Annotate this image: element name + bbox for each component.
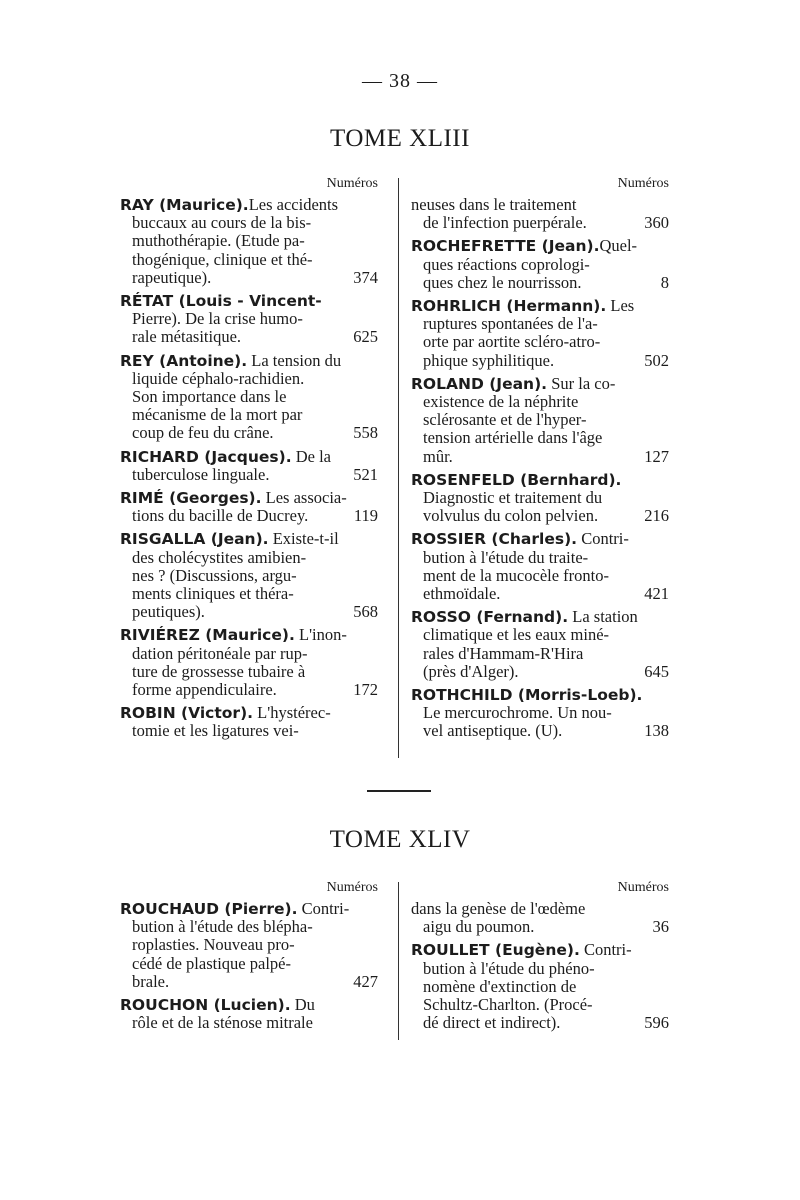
entry-line [120,269,378,287]
column-header-numeros: Numéros [326,880,378,895]
entry-number: 127 [644,446,669,466]
author-name: ROUCHAUD (Pierre). [120,900,298,918]
entry-line [120,232,378,250]
entry-text: Le mercurochrome. Un nou- [423,703,612,723]
entry-line [120,370,378,388]
entry-text: forme appendiculaire. [132,680,277,700]
entry-text: tions du bacille de Ducrey. [132,506,309,526]
entry-text: climatique et les eaux miné- [423,625,610,645]
entry-line [120,681,378,699]
index-entry [120,448,378,484]
entry-number: 645 [644,661,669,681]
entry-line [411,1014,669,1032]
entry-text: tomie et les ligatures vei- [132,721,299,741]
entry-line [411,549,669,567]
entry-line [120,292,378,310]
entry-text: phique syphilitique. [423,350,555,370]
entry-text: Quel- [599,236,638,256]
index-entry [411,608,669,681]
entry-text: L'hystérec- [253,703,331,723]
entry-text: Contri- [297,899,350,918]
entry-number: 596 [644,1013,669,1033]
entry-text: vel antiseptique. (U). [423,721,563,741]
entry-number: 374 [353,267,378,287]
entry-line [411,585,669,603]
entry-text: rôle et de la sténose mitrale [132,1013,313,1033]
entry-line [411,429,669,447]
entry-line [411,237,669,255]
entry-line [120,973,378,991]
entry-text: ques réactions coprologi- [423,254,590,274]
entry-line [411,686,669,704]
entry-text: liquide céphalo-rachidien. [132,368,305,388]
entry-line [411,626,669,644]
entry-line [120,530,378,548]
section-title-tome-xliii: TOME XLIII [330,125,470,152]
entry-text: ethmoïdale. [423,584,501,604]
index-entry [120,704,378,740]
index-entry [120,489,378,525]
index-entry [120,900,378,991]
entry-text: Existe-t-il [268,529,339,549]
entry-number: 216 [644,506,669,526]
entry-line [411,645,669,663]
index-entry [411,900,669,936]
entry-text: Contri- [579,940,632,960]
entry-text: sclérosante et de l'hyper- [423,410,587,430]
tome-xliii-left-column [120,176,378,746]
entry-line [411,274,669,292]
entry-line [120,567,378,585]
entry-line [411,567,669,585]
entry-line [411,214,669,232]
entry-line [411,297,669,315]
column-divider [398,882,399,1040]
entry-text: nomène d'extinction de [423,976,577,996]
entry-line [120,507,378,525]
entry-text: Sur la co- [547,373,616,393]
page-number: — 38 — [362,70,438,92]
entry-text: rale métasitique. [132,327,242,347]
author-name: ROCHEFRETTE (Jean). [411,237,600,256]
entry-text: Les accidents [248,195,339,214]
entry-line [120,424,378,442]
entry-text: neuses dans le traitement [411,195,577,214]
entry-text: Les [606,296,635,316]
entry-line [120,310,378,328]
entry-number: 625 [353,327,378,347]
entry-line [120,704,378,722]
entry-text: dans la genèse de l'œdème [411,899,586,918]
entry-line [411,918,669,936]
entry-line [411,352,669,370]
entry-text: aigu du poumon. [423,917,535,937]
column-divider [398,178,399,758]
entry-text: De la [291,446,331,466]
entry-line [411,411,669,429]
entry-text: rales d'Hammam-R'Hira [423,643,584,663]
entry-line [120,722,378,740]
column-header-numeros: Numéros [617,176,669,191]
entry-text: roplasties. Nouveau pro- [132,935,295,955]
entry-text: cédé de plastique palpé- [132,953,291,973]
entry-line [120,645,378,663]
entry-line [411,900,669,918]
entry-text: tuberculose linguale. [132,464,270,484]
entry-text: peutiques). [132,602,205,622]
entry-number: 172 [353,680,378,700]
column-header-numeros: Numéros [617,880,669,895]
entry-text: mûr. [423,446,453,466]
section-title-tome-xliv: TOME XLIV [329,826,471,853]
index-entry [411,686,669,741]
entry-line [120,918,378,936]
author-name: RIMÉ (Georges). [120,489,262,508]
entry-line [411,256,669,274]
entry-line [120,328,378,346]
entry-number: 502 [644,350,669,370]
entry-text: tension artérielle dans l'âge [423,428,603,448]
author-name: RICHARD (Jacques). [120,447,292,466]
entry-text: coup de feu du crâne. [132,423,274,443]
entry-text: thogénique, clinique et thé- [132,249,313,269]
entry-text: Les associa- [261,488,347,508]
entry-number: 568 [353,602,378,622]
entry-text: ments cliniques et théra- [132,584,294,604]
entry-text: dation péritonéale par rup- [132,643,308,663]
entry-line [120,352,378,370]
author-name: ROSENFELD (Bernhard). [411,470,622,489]
entry-number: 427 [353,971,378,991]
entry-line [120,406,378,424]
entry-line [120,603,378,621]
entry-number: 521 [353,464,378,484]
entry-line [120,549,378,567]
entry-text: buccaux au cours de la bis- [132,213,312,233]
entry-number: 360 [644,213,669,233]
entry-text: bution à l'étude du traite- [423,547,589,567]
index-entry [120,996,378,1032]
entry-number: 119 [353,506,378,526]
entry-text: ture de grossesse tubaire à [132,661,306,681]
entry-line [120,196,378,214]
entry-number: 421 [644,584,669,604]
entry-line [411,448,669,466]
entry-text: dé direct et indirect). [423,1013,561,1033]
entry-line [411,996,669,1014]
entry-text: (près d'Alger). [423,661,519,681]
entry-text: La tension du [247,350,342,370]
entry-number: 138 [644,721,669,741]
entry-line [411,663,669,681]
entry-number: 558 [353,423,378,443]
entry-number: 8 [660,272,669,292]
index-entry [411,375,669,466]
entry-text: Du [290,995,315,1015]
entry-line [411,507,669,525]
entry-line [411,393,669,411]
column-header-numeros: Numéros [326,176,378,191]
entry-line [120,996,378,1014]
author-name: ROLAND (Jean). [411,374,548,393]
section-divider-rule [367,790,431,792]
entry-line [120,388,378,406]
index-entry [120,196,378,287]
author-name: ROBIN (Victor). [120,704,254,723]
entry-text: Contri- [577,529,629,549]
entry-line [411,960,669,978]
entry-line [120,663,378,681]
entry-text: Schultz-Charlton. (Procé- [423,995,593,1015]
entry-line [120,900,378,918]
author-name: ROSSIER (Charles). [411,530,578,549]
entry-line [120,585,378,603]
tome-xliii-right-column [411,176,669,746]
entry-text: existence de la néphrite [423,392,579,412]
index-entry [120,292,378,347]
entry-text: ruptures spontanées de l'a- [423,314,598,334]
entry-line [411,608,669,626]
entry-text: ques chez le nourrisson. [423,272,582,292]
entry-line [411,471,669,489]
author-name: RISGALLA (Jean). [120,530,269,549]
entry-text: des cholécystites amibien- [132,547,307,567]
entry-line [411,196,669,214]
entry-line [411,315,669,333]
entry-text: de l'infection puerpérale. [423,213,587,233]
entry-line [120,448,378,466]
entry-number: 36 [652,917,669,937]
index-entry [411,941,669,1032]
entry-line [120,489,378,507]
entry-line [411,704,669,722]
author-name: RÉTAT (Louis - Vincent- [120,292,322,311]
author-name: ROTHCHILD (Morris-Loeb). [411,686,643,705]
entry-text: mécanisme de la mort par [132,405,303,425]
index-entry [120,352,378,443]
entry-text: rapeutique). [132,267,212,287]
entry-line [411,530,669,548]
entry-text: nes ? (Discussions, argu- [132,565,297,585]
entry-line [120,1014,378,1032]
author-name: ROULLET (Eugène). [411,941,580,960]
entry-text: Diagnostic et traitement du [423,488,603,508]
entry-line [411,489,669,507]
author-name: ROUCHON (Lucien). [120,996,291,1015]
author-name: REY (Antoine). [120,351,248,370]
entry-line [120,955,378,973]
entry-line [411,941,669,959]
index-entry [120,530,378,621]
entry-line [120,626,378,644]
author-name: RIVIÉREZ (Maurice). [120,626,295,645]
author-name: ROSSO (Fernand). [411,608,569,627]
entry-line [120,466,378,484]
index-entry [411,196,669,232]
index-entry [411,297,669,370]
index-entry [411,530,669,603]
entry-line [120,251,378,269]
author-name: ROHRLICH (Hermann). [411,297,607,316]
entry-text: Pierre). De la crise humo- [132,309,303,329]
author-name: RAY (Maurice). [120,196,249,214]
entry-text: bution à l'étude du phéno- [423,958,595,978]
entry-line [411,333,669,351]
entry-line [411,978,669,996]
entry-text: muthothérapie. (Etude pa- [132,231,305,251]
entry-text: volvulus du colon pelvien. [423,506,599,526]
index-entry [120,626,378,699]
entry-text: ment de la mucocèle fronto- [423,565,610,585]
entry-text: L'inon- [294,625,347,645]
index-entry [411,237,669,292]
entry-line [411,722,669,740]
entry-line [120,936,378,954]
entry-text: Son importance dans le [132,387,287,407]
tome-xliv-left-column [120,880,378,1037]
entry-text: bution à l'étude des blépha- [132,917,313,937]
index-entry [411,471,669,526]
entry-line [411,375,669,393]
entry-text: La station [568,607,638,627]
tome-xliv-right-column [411,880,669,1037]
entry-text: brale. [132,971,170,991]
entry-line [120,214,378,232]
entry-text: orte par aortite scléro-atro- [423,332,601,352]
